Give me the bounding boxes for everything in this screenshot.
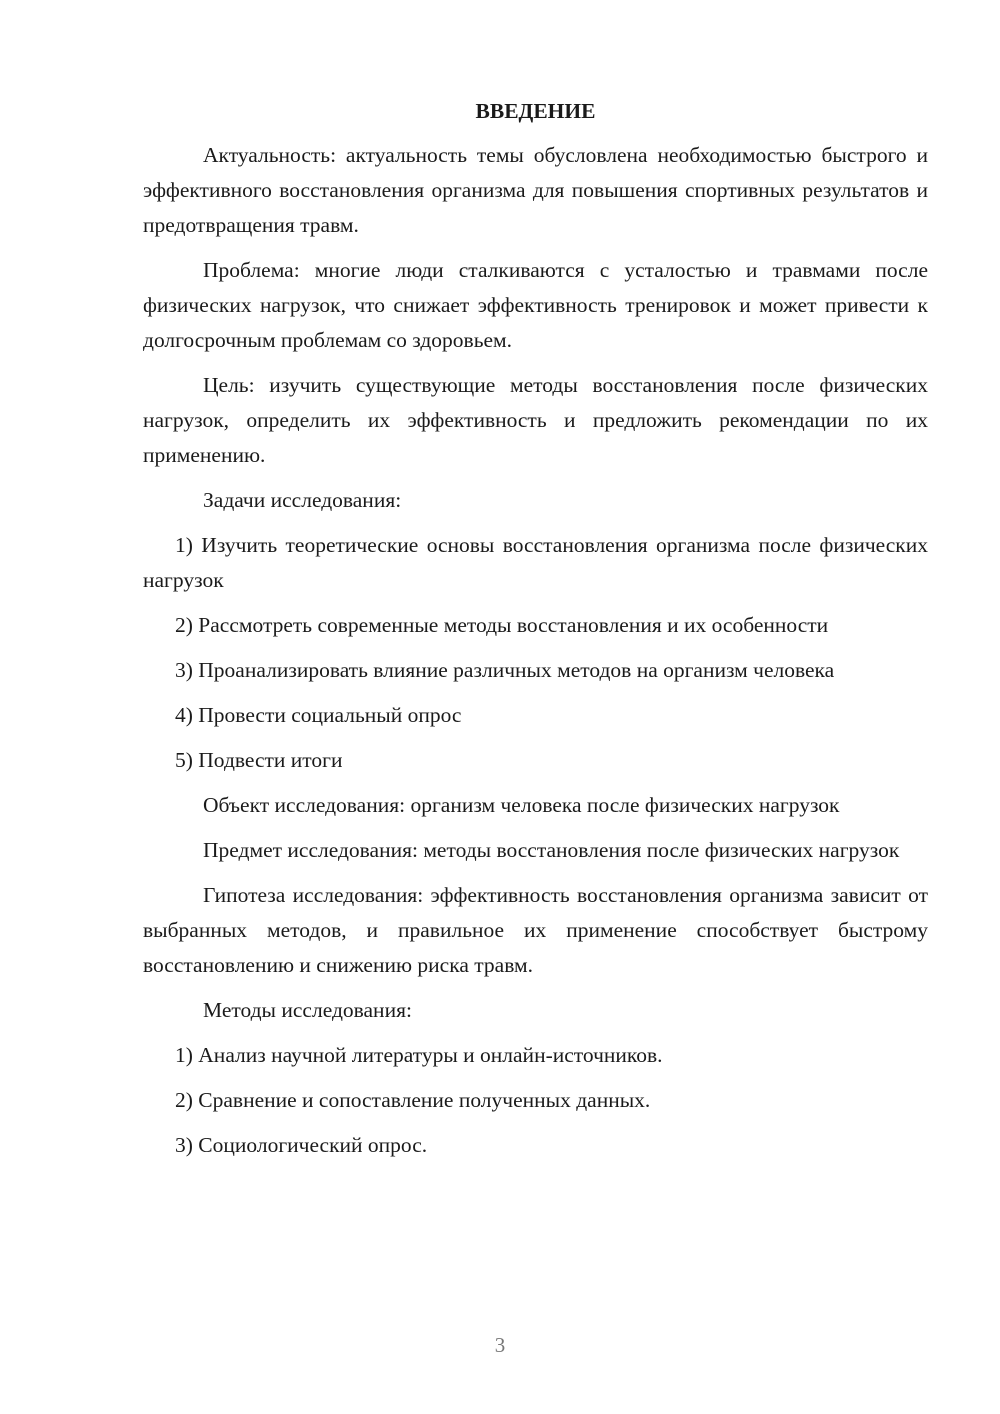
task-item: 3) Проанализировать влияние различных методов на организм человека	[175, 658, 835, 682]
page-number: 3	[494, 1333, 506, 1357]
method-item: 2) Сравнение и сопоставление полученных данных.	[175, 1088, 651, 1112]
page-title: ВВЕДЕНИЕ	[475, 99, 596, 123]
tasks-heading: Задачи исследования:	[203, 488, 402, 512]
method-item: 1) Анализ научной литературы и онлайн-источников.	[175, 1043, 663, 1067]
task-item: 5) Подвести итоги	[175, 748, 343, 772]
goal-paragraph: Цель: изучить существующие методы восстановления после физических нагрузок, определить их эффективность и предложить рекомендации по их применению.	[143, 373, 928, 467]
subject-paragraph: Предмет исследования: методы восстановления после физических нагрузок	[203, 838, 900, 862]
method-item: 3) Социологический опрос.	[175, 1133, 428, 1157]
object-paragraph: Объект исследования: организм человека после физических нагрузок	[203, 793, 840, 817]
task-item: 1) Изучить теоретические основы восстановления организма после физических нагрузок	[143, 533, 928, 592]
task-item: 2) Рассмотреть современные методы восстановления и их особенности	[175, 613, 829, 637]
document-page	[143, 96, 928, 1173]
relevance-paragraph: Актуальность: актуальность темы обусловлена необходимостью быстрого и эффективного восстановления организма для повышения спортивных результатов и предотвращения травм.	[143, 143, 928, 237]
problem-paragraph: Проблема: многие люди сталкиваются с усталостью и травмами после физических нагрузок, что снижает эффективность тренировок и может привести к долгосрочным проблемам со здоровьем.	[143, 258, 928, 352]
hypothesis-paragraph: Гипотеза исследования: эффективность восстановления организма зависит от выбранных методов, и правильное их применение способствует быстрому восстановлению и снижению риска травм.	[143, 883, 928, 977]
methods-heading: Методы исследования:	[203, 998, 412, 1022]
task-item: 4) Провести социальный опрос	[175, 703, 462, 727]
